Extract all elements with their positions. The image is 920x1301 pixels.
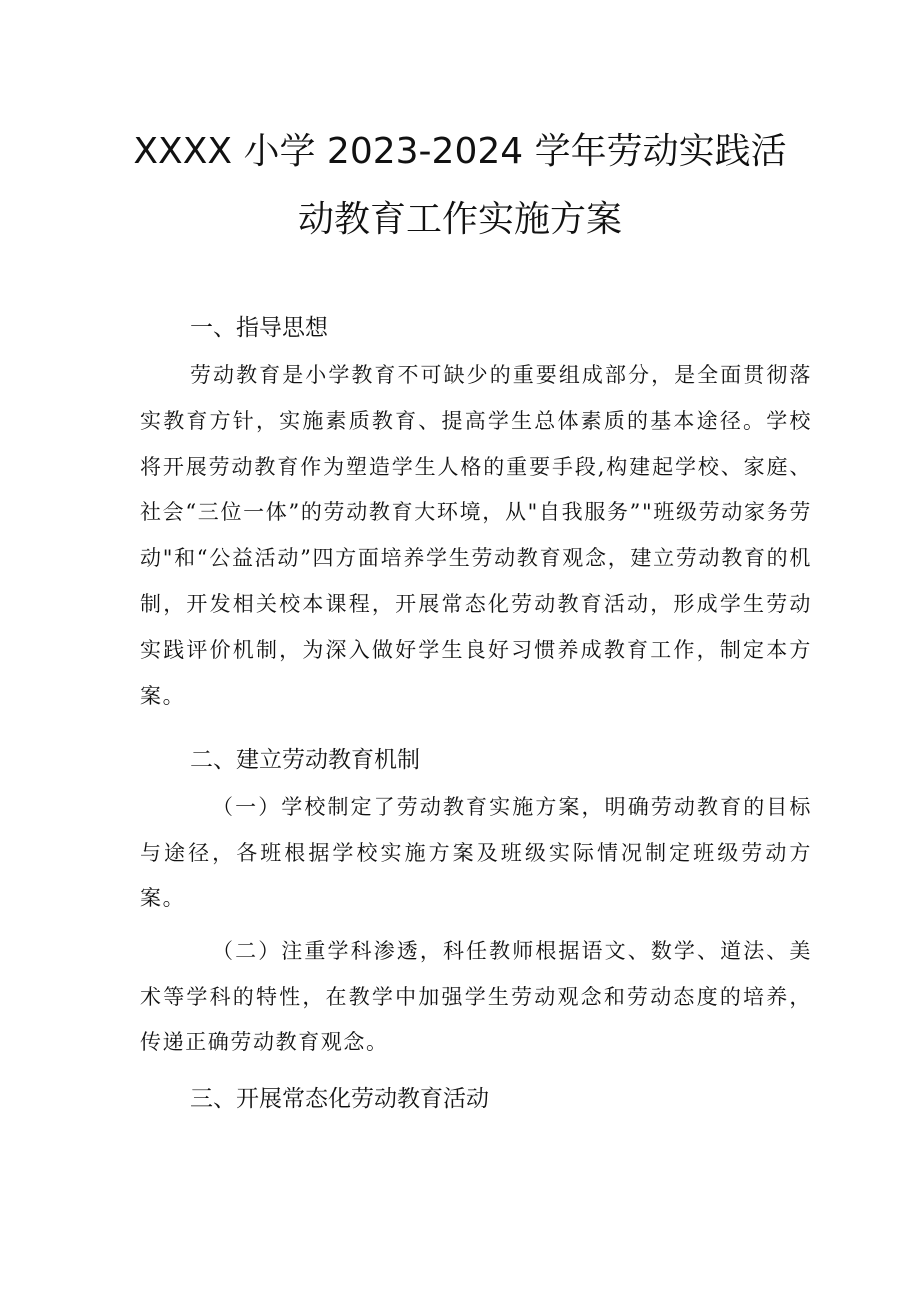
document-title-line-2: 动教育工作实施方案 [297, 199, 622, 240]
section-heading-regular-activities: 三、开展常态化劳动教育活动 [190, 1086, 489, 1112]
section-heading-education-mechanism: 二、建立劳动教育机制 [190, 747, 420, 773]
section-paragraph: （一）学校制定了劳动教育实施方案，明确劳动教育的目标与途径，各班根据学校实施方案及班级实际情况制定班级劳动方案。 [140, 795, 812, 910]
document-title-line-1: XXXX 小学 2023-2024 学年劳动实践活 [133, 131, 787, 172]
section-heading-guiding-ideology: 一、指导思想 [190, 315, 328, 341]
section-paragraph: （二）注重学科渗透，科任教师根据语文、数学、道法、美术等学科的特性，在教学中加强学生劳动观念和劳动态度的培养，传递正确劳动教育观念。 [140, 939, 812, 1054]
section-paragraph: 劳动教育是小学教育不可缺少的重要组成部分，是全面贯彻落实教育方针，实施素质教育、提高学生总体素质的基本途径。学校将开展劳动教育作为塑造学生人格的重要手段,构建起学校、家庭、社会“三位一体”的劳动教育大环境，从"自我服务”"班级劳动家务劳动"和“公益活动”四方面培养学生劳动教育观念，建立劳动教育的机制，开发相关校本课程，开展常态化劳动教育活动，形成学生劳动实践评价机制，为深入做好学生良好习惯养成教育工作，制定本方案。 [140, 363, 812, 708]
